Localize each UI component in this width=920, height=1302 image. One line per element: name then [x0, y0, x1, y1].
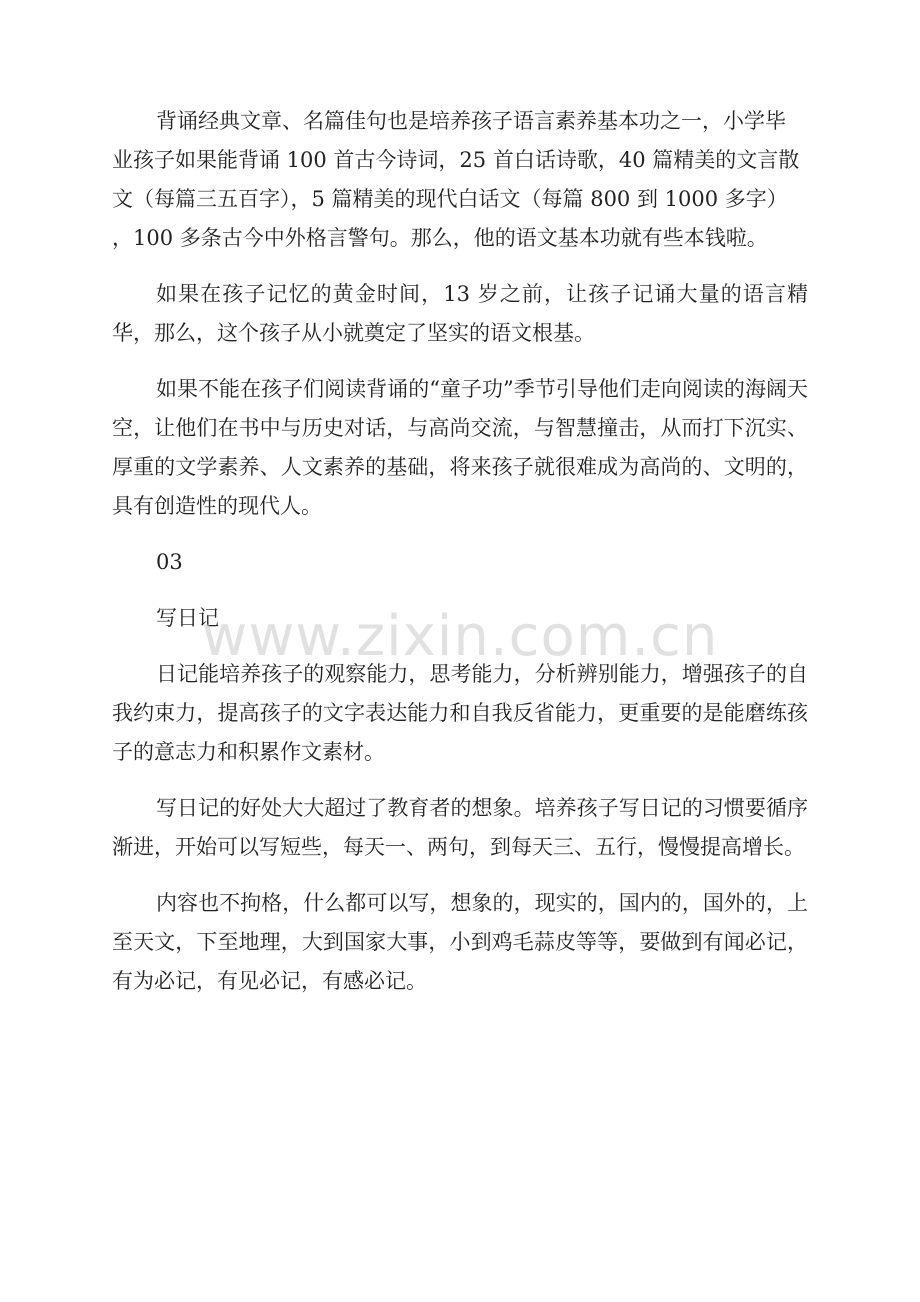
paragraph-recitation — [112, 102, 808, 258]
paragraph-line: ，100 多条古今中外格言警句。那么，他的语文基本功就有些本钱啦。 — [112, 226, 768, 250]
watermark: www.zixin.com.cn — [201, 604, 719, 669]
paragraph-golden-age: 如果在孩子记忆的黄金时间，13 岁之前，让孩子记诵大量的语言精华，那么，这个孩子从小就奠定了坚实的语文根基。 — [112, 282, 808, 345]
paragraph-line: 背诵经典文章、名篇佳句也是培养孩子语言素养基本功之一，小学毕 — [156, 109, 786, 133]
paragraph-diary-content: 内容也不拘格，什么都可以写，想象的，现实的，国内的，国外的，上至天文，下至地理，大到国家大事，小到鸡毛蒜皮等等，要做到有闻必记，有为必记，有见必记，有感必记。 — [112, 891, 808, 993]
section-number: 03 — [156, 550, 183, 574]
paragraph-line: 业孩子如果能背诵 100 首古今诗词，25 首白话诗歌，40 篇精美的文言散 — [112, 148, 800, 172]
paragraph-diary-benefits: 日记能培养孩子的观察能力，思考能力，分析辨别能力，增强孩子的自我约束力，提高孩子的文字表达能力和自我反省能力，更重要的是能磨练孩子的意志力和积累作文素材。 — [112, 662, 808, 764]
paragraph-diary-habit: 写日记的好处大大超过了教育者的想象。培养孩子写日记的习惯要循序渐进，开始可以写短些，每天一、两句，到每天三、五行，慢慢提高增长。 — [112, 796, 808, 859]
section-title: 写日记 — [156, 606, 219, 630]
paragraph-line: 文（每篇三五百字），5 篇精美的现代白话文（每篇 800 到 1000 多字） — [112, 187, 788, 211]
paragraph-childhood-skill: 如果不能在孩子们阅读背诵的“童子功”季节引导他们走向阅读的海阔天空，让他们在书中与历史对话，与高尚交流，与智慧撞击，从而打下沉实、厚重的文学素养、人文素养的基础，将来孩子就很难成为高尚的、文明的，具有创造性的现代人。 — [112, 377, 808, 518]
document-body — [112, 102, 808, 1001]
